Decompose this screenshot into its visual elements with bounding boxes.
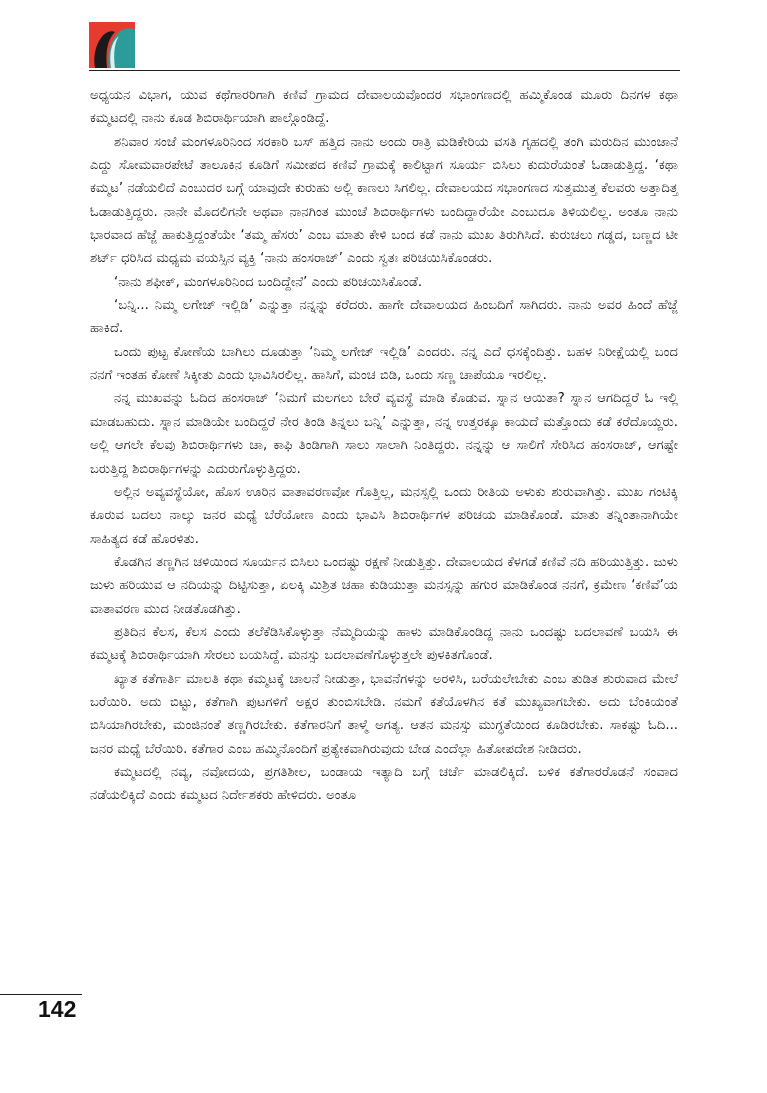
paragraph: ಖ್ಯಾತ ಕತೆಗಾರ್ತಿ ಮಾಲತಿ ಕಥಾ ಕಮ್ಮಟಕ್ಕೆ ಚಾಲನೆ ನೀಡುತ್ತಾ, ಭಾವನೆಗಳನ್ನು ಅರಳಿಸಿ, ಬರೆಯಲೇಬೇಕು ಎಂಬ ತುಡಿತ ಶುರುವಾದ ಮೇಲೆ ಬರೆಯಿರಿ. ಅದು ಬಿಟ್ಟು, ಕತೆಗಾಗಿ ಪುಟಗಳಿಗೆ ಅಕ್ಷರ ತುಂಬಿಸಬೇಡಿ. ನಮಗೆ ಕತೆಯೊಳಗಿನ ಕತೆ ಮುಖ್ಯವಾಗಬೇಕು. ಅದು ಬೆಂಕಿಯಂತೆ ಬಿಸಿಯಾಗಿರಬೇಕು, ಮಂಜಿನಂತೆ ತಣ್ಣಗಿರಬೇಕು. ಕತೆಗಾರನಿಗೆ ತಾಳ್ಮೆ ಅಗತ್ಯ. ಆತನ ಮನಸ್ಸು ಮುಗ್ಧತೆಯಿಂದ ಕೂಡಿರಬೇಕು. ಸಾಕಷ್ಟು ಓದಿ... ಜನರ ಮಧ್ಯೆ ಬೆರೆಯಿರಿ. ಕತೆಗಾರ ಎಂಬ ಹಮ್ಮಿನೊಂದಿಗೆ ಪ್ರತ್ಯೇಕವಾಗಿರುವುದು ಬೇಡ ಎಂದೆಲ್ಲಾ ಹಿತೋಪದೇಶ ನೀಡಿದರು. [90, 671, 678, 757]
woman-profile-logo-icon [89, 22, 135, 68]
paragraph: ‘ಬನ್ನಿ... ನಿಮ್ಮ ಲಗೇಜ್ ಇಲ್ಲಿಡಿ’ ಎನ್ನುತ್ತಾ ನನ್ನನ್ನು ಕರೆದರು. ಹಾಗೇ ದೇವಾಲಯದ ಹಿಂಬದಿಗೆ ಸಾಗಿದರು. ನಾನು ಅವರ ಹಿಂದೆ ಹೆಜ್ಜೆ ಹಾಕಿದೆ. [90, 298, 678, 337]
footer-rule [0, 994, 82, 995]
paragraph: ಅಧ್ಯಯನ ವಿಭಾಗ, ಯುವ ಕಥೆಗಾರರಿಗಾಗಿ ಕಣಿವೆ ಗ್ರಾಮದ ದೇವಾಲಯವೊಂದರ ಸಭಾಂಗಣದಲ್ಲಿ ಹಮ್ಮಿಕೊಂಡ ಮೂರು ದಿನಗಳ ಕಥಾ ಕಮ್ಮಟದಲ್ಲಿ ನಾನು ಕೂಡ ಶಿಬಿರಾರ್ಥಿಯಾಗಿ ಪಾಲ್ಗೊಂಡಿದ್ದೆ. [90, 88, 678, 127]
paragraph: ಪ್ರತಿದಿನ ಕೆಲಸ, ಕೆಲಸ ಎಂದು ತಲೆಕೆಡಿಸಿಕೊಳ್ಳುತ್ತಾ ನೆಮ್ಮದಿಯನ್ನು ಹಾಳು ಮಾಡಿಕೊಂಡಿದ್ದ ನಾನು ಒಂದಷ್ಟು ಬದಲಾವಣೆ ಬಯಸಿ ಈ ಕಮ್ಮಟಕ್ಕೆ ಶಿಬಿರಾರ್ಥಿಯಾಗಿ ಸೇರಲು ಬಯಸಿದ್ದೆ. ಮನಸ್ಸು ಬದಲಾವಣೆಗೊಳ್ಳುತ್ತಲೇ ಪುಳಕಿತಗೊಂಡೆ. [90, 624, 678, 664]
paragraph: ಒಂದು ಪುಟ್ಟ ಕೋಣೆಯ ಬಾಗಿಲು ದೂಡುತ್ತಾ ‘ನಿಮ್ಮ ಲಗೇಜ್ ಇಲ್ಲಿಡಿ’ ಎಂದರು. ನನ್ನ ಎದೆ ಧಸಕ್ಕೆಂದಿತ್ತು. ಬಹಳ ನಿರೀಕ್ಷೆಯಲ್ಲಿ ಬಂದ ನನಗೆ ಇಂತಹ ಕೋಣೆ ಸಿಕ್ಕೀತು ಎಂದು ಭಾವಿಸಿರಲಿಲ್ಲ. ಹಾಸಿಗೆ, ಮಂಚ ಬಿಡಿ, ಒಂದು ಸಣ್ಣ ಚಾಪೆಯೂ ಇರಲಿಲ್ಲ. [90, 344, 678, 384]
header-rule [89, 70, 680, 71]
article-body [90, 84, 678, 808]
page-number: 142 [38, 996, 77, 1022]
paragraph: ಶನಿವಾರ ಸಂಜೆ ಮಂಗಳೂರಿನಿಂದ ಸರಕಾರಿ ಬಸ್ ಹತ್ತಿದ ನಾನು ಅಂದು ರಾತ್ರಿ ಮಡಿಕೇರಿಯ ವಸತಿ ಗೃಹದಲ್ಲಿ ತಂಗಿ ಮರುದಿನ ಮುಂಜಾನೆ ಎದ್ದು ಸೋಮವಾರಪೇಟೆ ತಾಲೂಕಿನ ಕೂಡಿಗೆ ಸಮೀಪದ ಕಣಿವೆ ಗ್ರಾಮಕ್ಕೆ ಕಾಲಿಟ್ಟಾಗ ಸೂರ್ಯ ಬಿಸಿಲು ಕುದುರೆಯಂತೆ ಓಡಾಡುತ್ತಿದ್ದ. ‘ಕಥಾ ಕಮ್ಮಟ’ ನಡೆಯಲಿದೆ ಎಂಬುದರ ಬಗ್ಗೆ ಯಾವುದೇ ಕುರುಹು ಅಲ್ಲಿ ಕಾಣಲು ಸಿಗಲಿಲ್ಲ. ದೇವಾಲಯದ ಸಭಾಂಗಣದ ಸುತ್ತಮುತ್ತ ಕೆಲವರು ಅತ್ತಾದಿತ್ತ ಓಡಾಡುತ್ತಿದ್ದರು. ನಾನೇ ಮೊದಲಿಗನೇ ಅಥವಾ ನಾನಗಿಂತ ಮುಂಚೆ ಶಿಬಿರಾರ್ಥಿಗಳು ಬಂದಿದ್ದಾರೆಯೇ ಎಂಬುದೂ ತಿಳಿಯಲಿಲ್ಲ. ಅಂತೂ ನಾನು ಭಾರವಾದ ಹೆಜ್ಜೆ ಹಾಕುತ್ತಿದ್ದಂತೆಯೇ ‘ತಮ್ಮ ಹೆಸರು’ ಎಂಬ ಮಾತು ಕೇಳಿ ಬಂದ ಕಡೆ ನಾನು ಮುಖ ತಿರುಗಿಸಿದೆ. ಕುರುಚಲು ಗಡ್ಡದ, ಬಣ್ಣದ ಟೀ ಶರ್ಟ್ ಧರಿಸಿದ ಮಧ್ಯಮ ವಯಸ್ಸಿನ ವ್ಯಕ್ತಿ ‘ನಾನು ಹಂಸರಾಜ್’ ಎಂದು ಸ್ವತಃ ಪರಿಚಯಿಸಿಕೊಂಡರು. [90, 134, 678, 267]
paragraph: ಕೊಡಗಿನ ತಣ್ಣಗಿನ ಚಳಿಯಿಂದ ಸೂರ್ಯನ ಬಿಸಿಲು ಒಂದಷ್ಟು ರಕ್ಷಣೆ ನೀಡುತ್ತಿತ್ತು. ದೇವಾಲಯದ ಕೆಳಗಡೆ ಕಣಿವೆ ನದಿ ಹರಿಯುತ್ತಿತ್ತು. ಜುಳು ಜುಳು ಹರಿಯುವ ಆ ನದಿಯನ್ನು ದಿಟ್ಟಿಸುತ್ತಾ, ಏಲಕ್ಕಿ ಮಿಶ್ರಿತ ಚಹಾ ಕುಡಿಯುತ್ತಾ ಮನಸ್ಸನ್ನು ಹಗುರ ಮಾಡಿಕೊಂಡ ನನಗೆ, ಕ್ರಮೇಣ ‘ಕಣಿವೆ’ಯ ವಾತಾವರಣ ಮುದ ನೀಡತೊಡಗಿತ್ತು. [90, 554, 678, 617]
paragraph: ‘ನಾನು ಶಫೀಕ್, ಮಂಗಳೂರಿನಿಂದ ಬಂದಿದ್ದೇನೆ’ ಎಂದು ಪರಿಚಯಿಸಿಕೊಂಡೆ. [114, 274, 423, 290]
paragraph: ಕಮ್ಮಟದಲ್ಲಿ ನವ್ಯ, ನವೋದಯ, ಪ್ರಗತಿಶೀಲ, ಬಂಡಾಯ ಇತ್ಯಾದಿ ಬಗ್ಗೆ ಚರ್ಚೆ ಮಾಡಲಿಕ್ಕಿದೆ. ಬಳಿಕ ಕತೆಗಾರರೊಡನೆ ಸಂವಾದ ನಡೆಯಲಿಕ್ಕಿದೆ ಎಂದು ಕಮ್ಮಟದ ನಿರ್ದೇಶಕರು ಹೇಳಿದರು. ಅಂತೂ [90, 764, 678, 804]
paragraph: ಅಲ್ಲಿನ ಅವ್ಯವಸ್ಥೆಯೋ, ಹೊಸ ಊರಿನ ವಾತಾವರಣವೋ ಗೊತ್ತಿಲ್ಲ, ಮನಸ್ಸಲ್ಲಿ ಒಂದು ರೀತಿಯ ಅಳುಕು ಶುರುವಾಗಿತ್ತು. ಮುಖ ಗಂಟಿಕ್ಕಿ ಕೂರುವ ಬದಲು ನಾಲ್ಕು ಜನರ ಮಧ್ಯೆ ಬೆರೆಯೋಣ ಎಂದು ಭಾವಿಸಿ ಶಿಬಿರಾರ್ಥಿಗಳ ಪರಿಚಯ ಮಾಡಿಕೊಂಡೆ. ಮಾತು ತನ್ನಿಂತಾನಾಗಿಯೇ ಸಾಹಿತ್ಯದ ಕಡೆ ಹೊರಳಿತು. [90, 484, 678, 547]
paragraph: ನನ್ನ ಮುಖವನ್ನು ಓದಿದ ಹಂಸರಾಜ್ ‘ನಿಮಗೆ ಮಲಗಲು ಬೇರೆ ವ್ಯವಸ್ಥೆ ಮಾಡಿ ಕೊಡುವ. ಸ್ನಾನ ಆಯಿತಾ? ಸ್ನಾನ ಆಗದಿದ್ದರೆ ಓ ಇಲ್ಲಿ ಮಾಡಬಹುದು. ಸ್ನಾನ ಮಾಡಿಯೇ ಬಂದಿದ್ದರೆ ನೇರ ತಿಂಡಿ ತಿನ್ನಲು ಬನ್ನಿ’ ಎನ್ನುತ್ತಾ, ನನ್ನ ಉತ್ತರಕ್ಕೂ ಕಾಯದೆ ಮತ್ತೊಂದು ಕಡೆ ಕರೆದೊಯ್ದರು. ಅಲ್ಲಿ ಆಗಲೇ ಕೆಲವು ಶಿಬಿರಾರ್ಥಿಗಳು ಚಾ, ಕಾಫಿ ತಿಂಡಿಗಾಗಿ ಸಾಲು ಸಾಲಾಗಿ ನಿಂತಿದ್ದರು. ನನ್ನನ್ನು ಆ ಸಾಲಿಗೆ ಸೇರಿಸಿದ ಹಂಸರಾಜ್, ಆಗಷ್ಟೇ ಬರುತ್ತಿದ್ದ ಶಿಬಿರಾರ್ಥಿಗಳನ್ನು ಎದುರುಗೊಳ್ಳುತ್ತಿದ್ದರು. [90, 391, 678, 477]
